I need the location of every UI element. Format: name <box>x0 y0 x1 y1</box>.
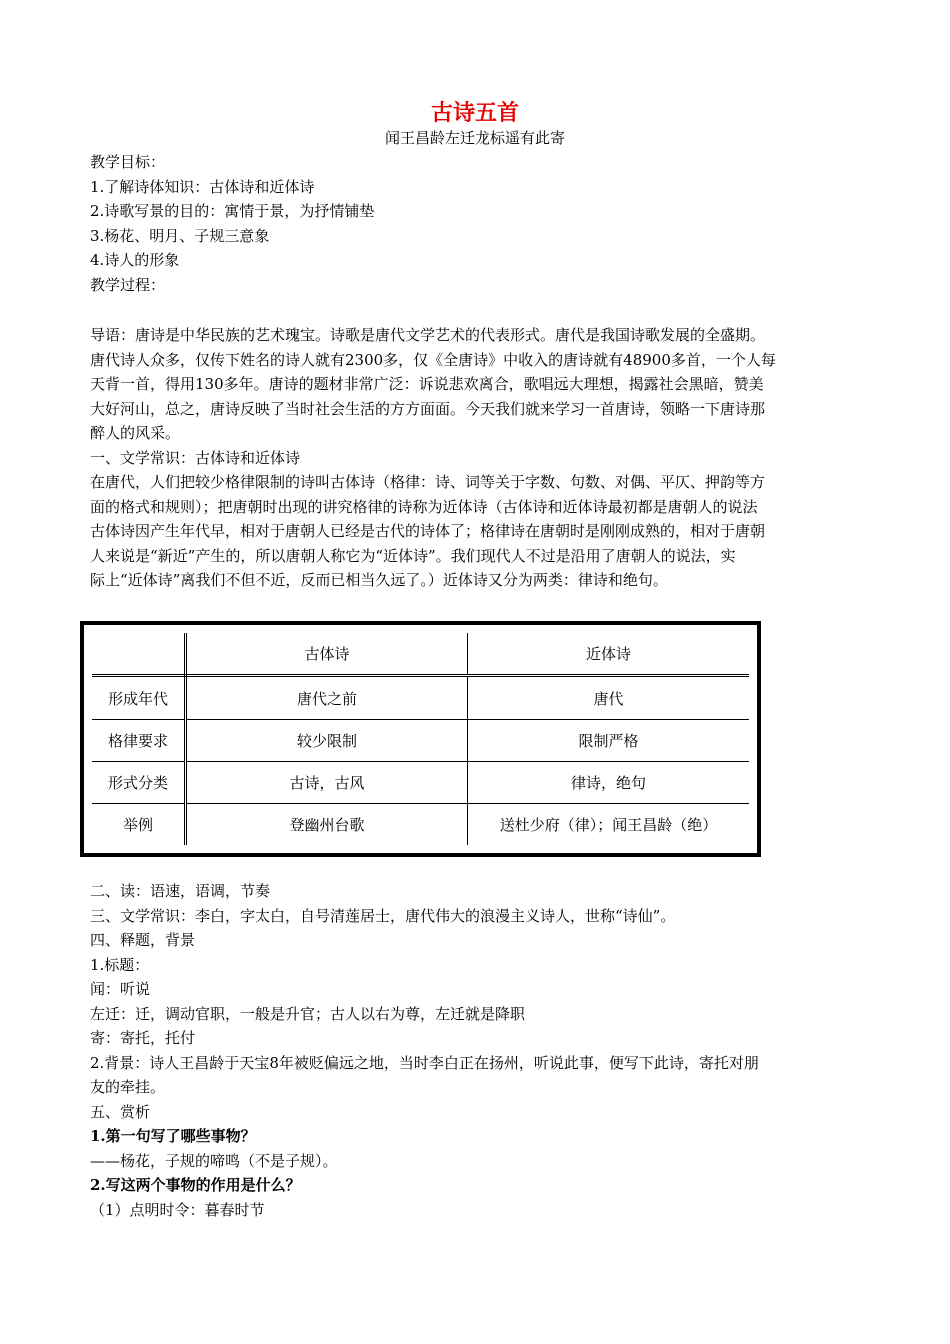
body-line: 友的牵挂。 <box>90 1078 166 1096</box>
intro-line: 天背一首，得用130多年。唐诗的题材非常广泛：诉说悲欢离合，歌唱远大理想，揭露社会黑暗，赞美 <box>90 375 764 393</box>
intro-line: 人来说是“新近”产生的，所以唐朝人称它为“近体诗”。我们现代人不过是沿用了唐朝人的说法，实 <box>90 546 736 565</box>
intro-line: 醉人的风采。 <box>90 424 181 442</box>
table-cell: 古诗，古风 <box>186 762 468 804</box>
table-header: 近体诗 <box>468 633 750 676</box>
table-cell: 送杜少府（律）；闻王昌龄（绝） <box>468 804 750 845</box>
intro-line: 大好河山，总之，唐诗反映了当时社会生活的方方面面。今天我们就来学习一首唐诗，领略一下唐诗那 <box>90 399 766 418</box>
table-row <box>92 804 749 845</box>
objective-item: 3.杨花、明月、子规三意象 <box>90 226 270 245</box>
body-line: 闻：听说 <box>90 980 151 998</box>
body-line: 寄：寄托，托付 <box>90 1029 196 1047</box>
table-row <box>92 676 749 720</box>
page-title: 古诗五首 <box>430 100 519 126</box>
section-heading: 一、文学常识：古体诗和近体诗 <box>90 448 301 467</box>
table-cell: 唐代 <box>468 676 750 720</box>
table-cell: 律诗，绝句 <box>468 762 750 804</box>
answer-2: （1）点明时令：暮春时节 <box>90 1200 265 1219</box>
process-heading: 教学过程： <box>90 275 166 294</box>
body-line: 2.背景：诗人王昌龄于天宝8年被贬偏远之地，当时李白正在扬州，听说此事，便写下此诗，寄托对朋 <box>90 1053 759 1072</box>
table-header: 古体诗 <box>186 633 468 676</box>
analysis-section <box>90 879 860 1222</box>
poem-subtitle: 闻王昌龄左迁龙标遥有此寄 <box>384 129 565 147</box>
table-row <box>92 762 749 804</box>
table-header-row <box>92 633 749 676</box>
question-2: 2.写这两个事物的作用是什么？ <box>90 1176 301 1194</box>
answer-1: ——杨花，子规的啼鸣（不是子规）。 <box>90 1151 338 1170</box>
intro-line: 唐代诗人众多，仅传下姓名的诗人就有2300多，仅《全唐诗》中收入的唐诗就有48900多首，一个人每 <box>90 350 776 369</box>
intro-line: 际上“近体诗”离我们不但不近，反而已相当久远了。）近体诗又分为两类：律诗和绝句。 <box>90 571 668 589</box>
row-label: 形式分类 <box>92 762 186 804</box>
objective-item: 4.诗人的形象 <box>90 251 180 269</box>
table-cell: 登幽州台歌 <box>186 804 468 845</box>
comparison-table <box>80 621 761 857</box>
body-line: 左迁：迁，调动官职，一般是升官；古人以右为尊，左迁就是降职 <box>90 1004 526 1023</box>
table-cell <box>92 633 186 676</box>
objectives-section <box>90 150 860 297</box>
table-row <box>92 720 749 762</box>
table-cell: 唐代之前 <box>186 676 468 720</box>
section-heading: 二、读：语速，语调，节奏 <box>90 882 271 900</box>
table-cell: 限制严格 <box>468 720 750 762</box>
intro-line: 在唐代，人们把较少格律限制的诗叫古体诗（格律：诗、词等关于字数、句数、对偶、平仄、押韵等方 <box>90 473 766 491</box>
body-line: 1.标题： <box>90 955 150 974</box>
row-label: 格律要求 <box>92 720 186 762</box>
question-1: 1.第一句写了哪些事物？ <box>90 1127 256 1145</box>
row-label: 举例 <box>92 804 186 845</box>
intro-line: 导语：唐诗是中华民族的艺术瑰宝。诗歌是唐代文学艺术的代表形式。唐代是我国诗歌发展的全盛期。 <box>90 326 766 344</box>
objective-item: 1.了解诗体知识：古体诗和近体诗 <box>90 177 315 196</box>
objectives-heading: 教学目标： <box>90 153 166 171</box>
row-label: 形成年代 <box>92 676 186 720</box>
intro-section <box>90 323 860 593</box>
section-heading: 三、文学常识：李白，字太白，自号清莲居士，唐代伟大的浪漫主义诗人，世称“诗仙”。 <box>90 906 676 925</box>
section-heading: 五、赏析 <box>90 1102 151 1121</box>
intro-line: 面的格式和规则）；把唐朝时出现的讲究格律的诗称为近体诗（古体诗和近体诗最初都是唐朝人的说法 <box>90 497 758 516</box>
objective-item: 2.诗歌写景的目的：寓情于景，为抒情铺垫 <box>90 202 375 220</box>
section-heading: 四、释题，背景 <box>90 931 196 949</box>
intro-line: 古体诗因产生年代早，相对于唐朝人已经是古代的诗体了；格律诗在唐朝时是刚刚成熟的，相对于唐朝 <box>90 522 766 540</box>
table-cell: 较少限制 <box>186 720 468 762</box>
